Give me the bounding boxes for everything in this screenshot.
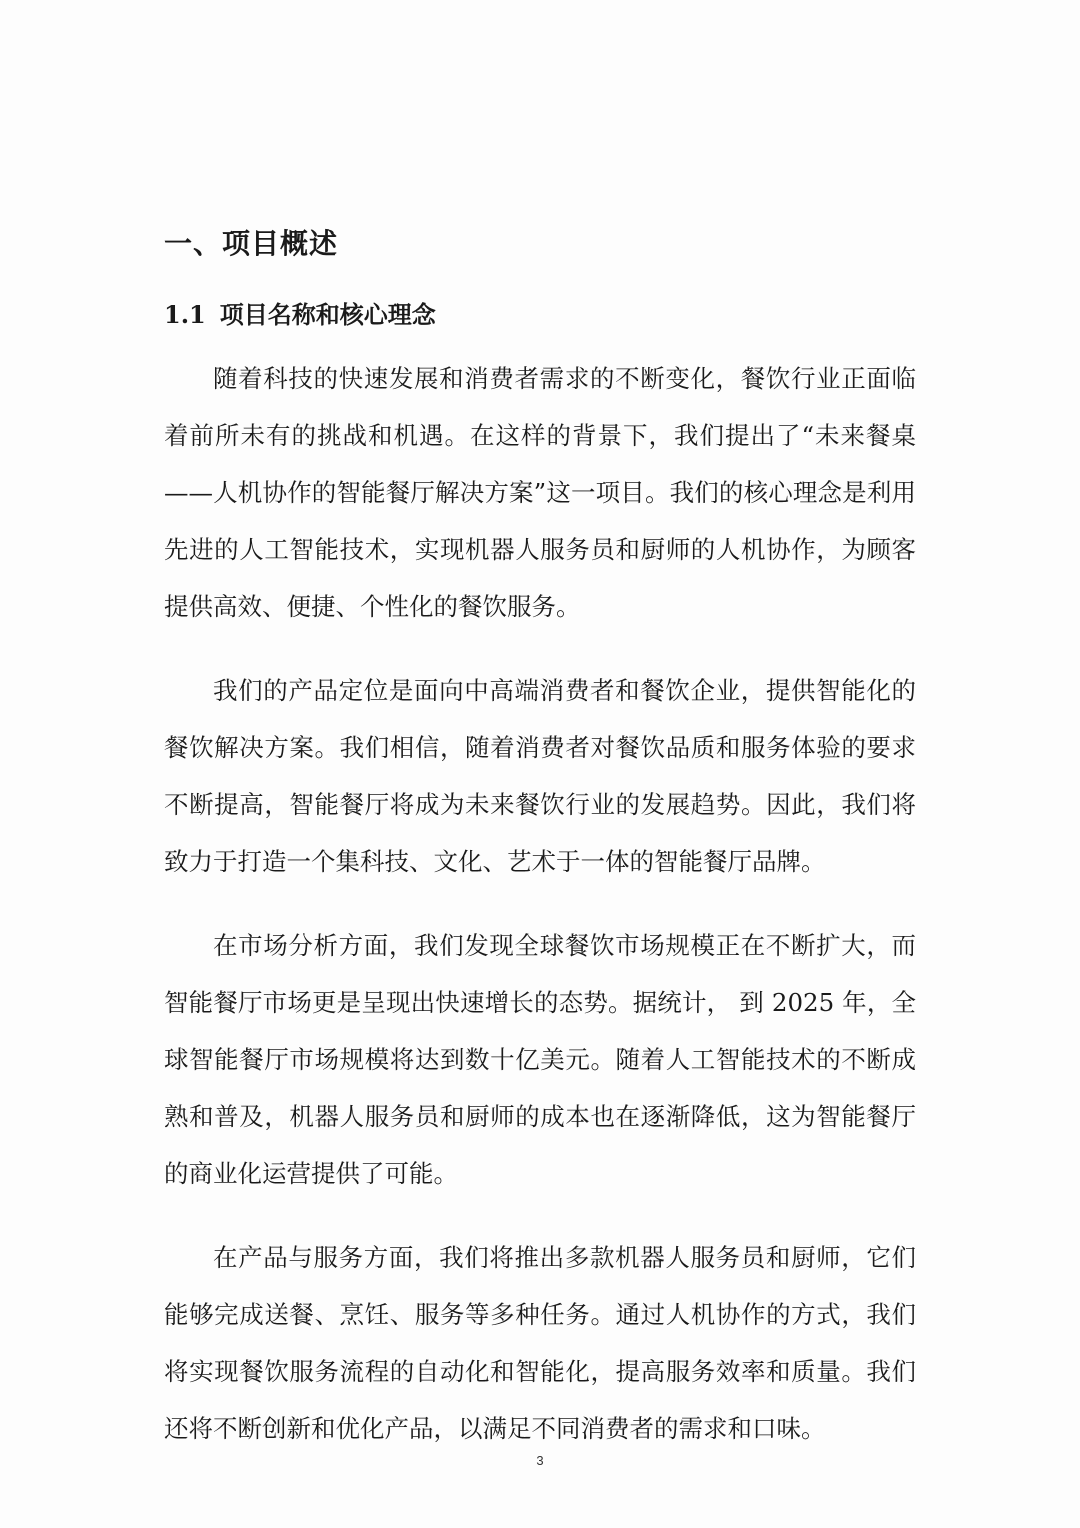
subsection-title: 项目名称和核心理念 bbox=[219, 300, 436, 329]
paragraph-positioning: 我们的产品定位是面向中高端消费者和餐饮企业，提供智能化的餐饮解决方案。我们相信，随着消费者对餐饮品质和服务体验的要求不断提高，智能餐厅将成为未来餐饮行业的发展趋势。因此，我们将致力于打造一个集科技、文化、艺术于一体的智能餐厅品牌。 bbox=[164, 676, 916, 876]
page-number: 3 bbox=[536, 1453, 544, 1468]
subsection-heading bbox=[164, 297, 436, 333]
subsection-number: 1.1 bbox=[164, 300, 206, 329]
section-heading: 一、项目概述 bbox=[164, 227, 339, 260]
paragraph-products-services: 在产品与服务方面，我们将推出多款机器人服务员和厨师，它们能够完成送餐、烹饪、服务等多种任务。通过人机协作的方式，我们将实现餐饮服务流程的自动化和智能化，提高服务效率和质量。我们还将不断创新和优化产品，以满足不同消费者的需求和口味。 bbox=[164, 1243, 916, 1443]
body-text bbox=[164, 350, 916, 1484]
paragraph-market-analysis: 在市场分析方面，我们发现全球餐饮市场规模正在不断扩大，而智能餐厅市场更是呈现出快速增长的态势。据统计， 到 2025 年，全球智能餐厅市场规模将达到数十亿美元。随着人工智能技术的不断成熟和普及，机器人服务员和厨师的成本也在逐渐降低，这为智能餐厅的商业化运营提供了可能。 bbox=[164, 931, 916, 1188]
paragraph-intro: 随着科技的快速发展和消费者需求的不断变化，餐饮行业正面临着前所未有的挑战和机遇。在这样的背景下，我们提出了“未来餐桌——人机协作的智能餐厅解决方案”这一项目。我们的核心理念是利用先进的人工智能技术，实现机器人服务员和厨师的人机协作，为顾客提供高效、便捷、个性化的餐饮服务。 bbox=[164, 364, 916, 621]
